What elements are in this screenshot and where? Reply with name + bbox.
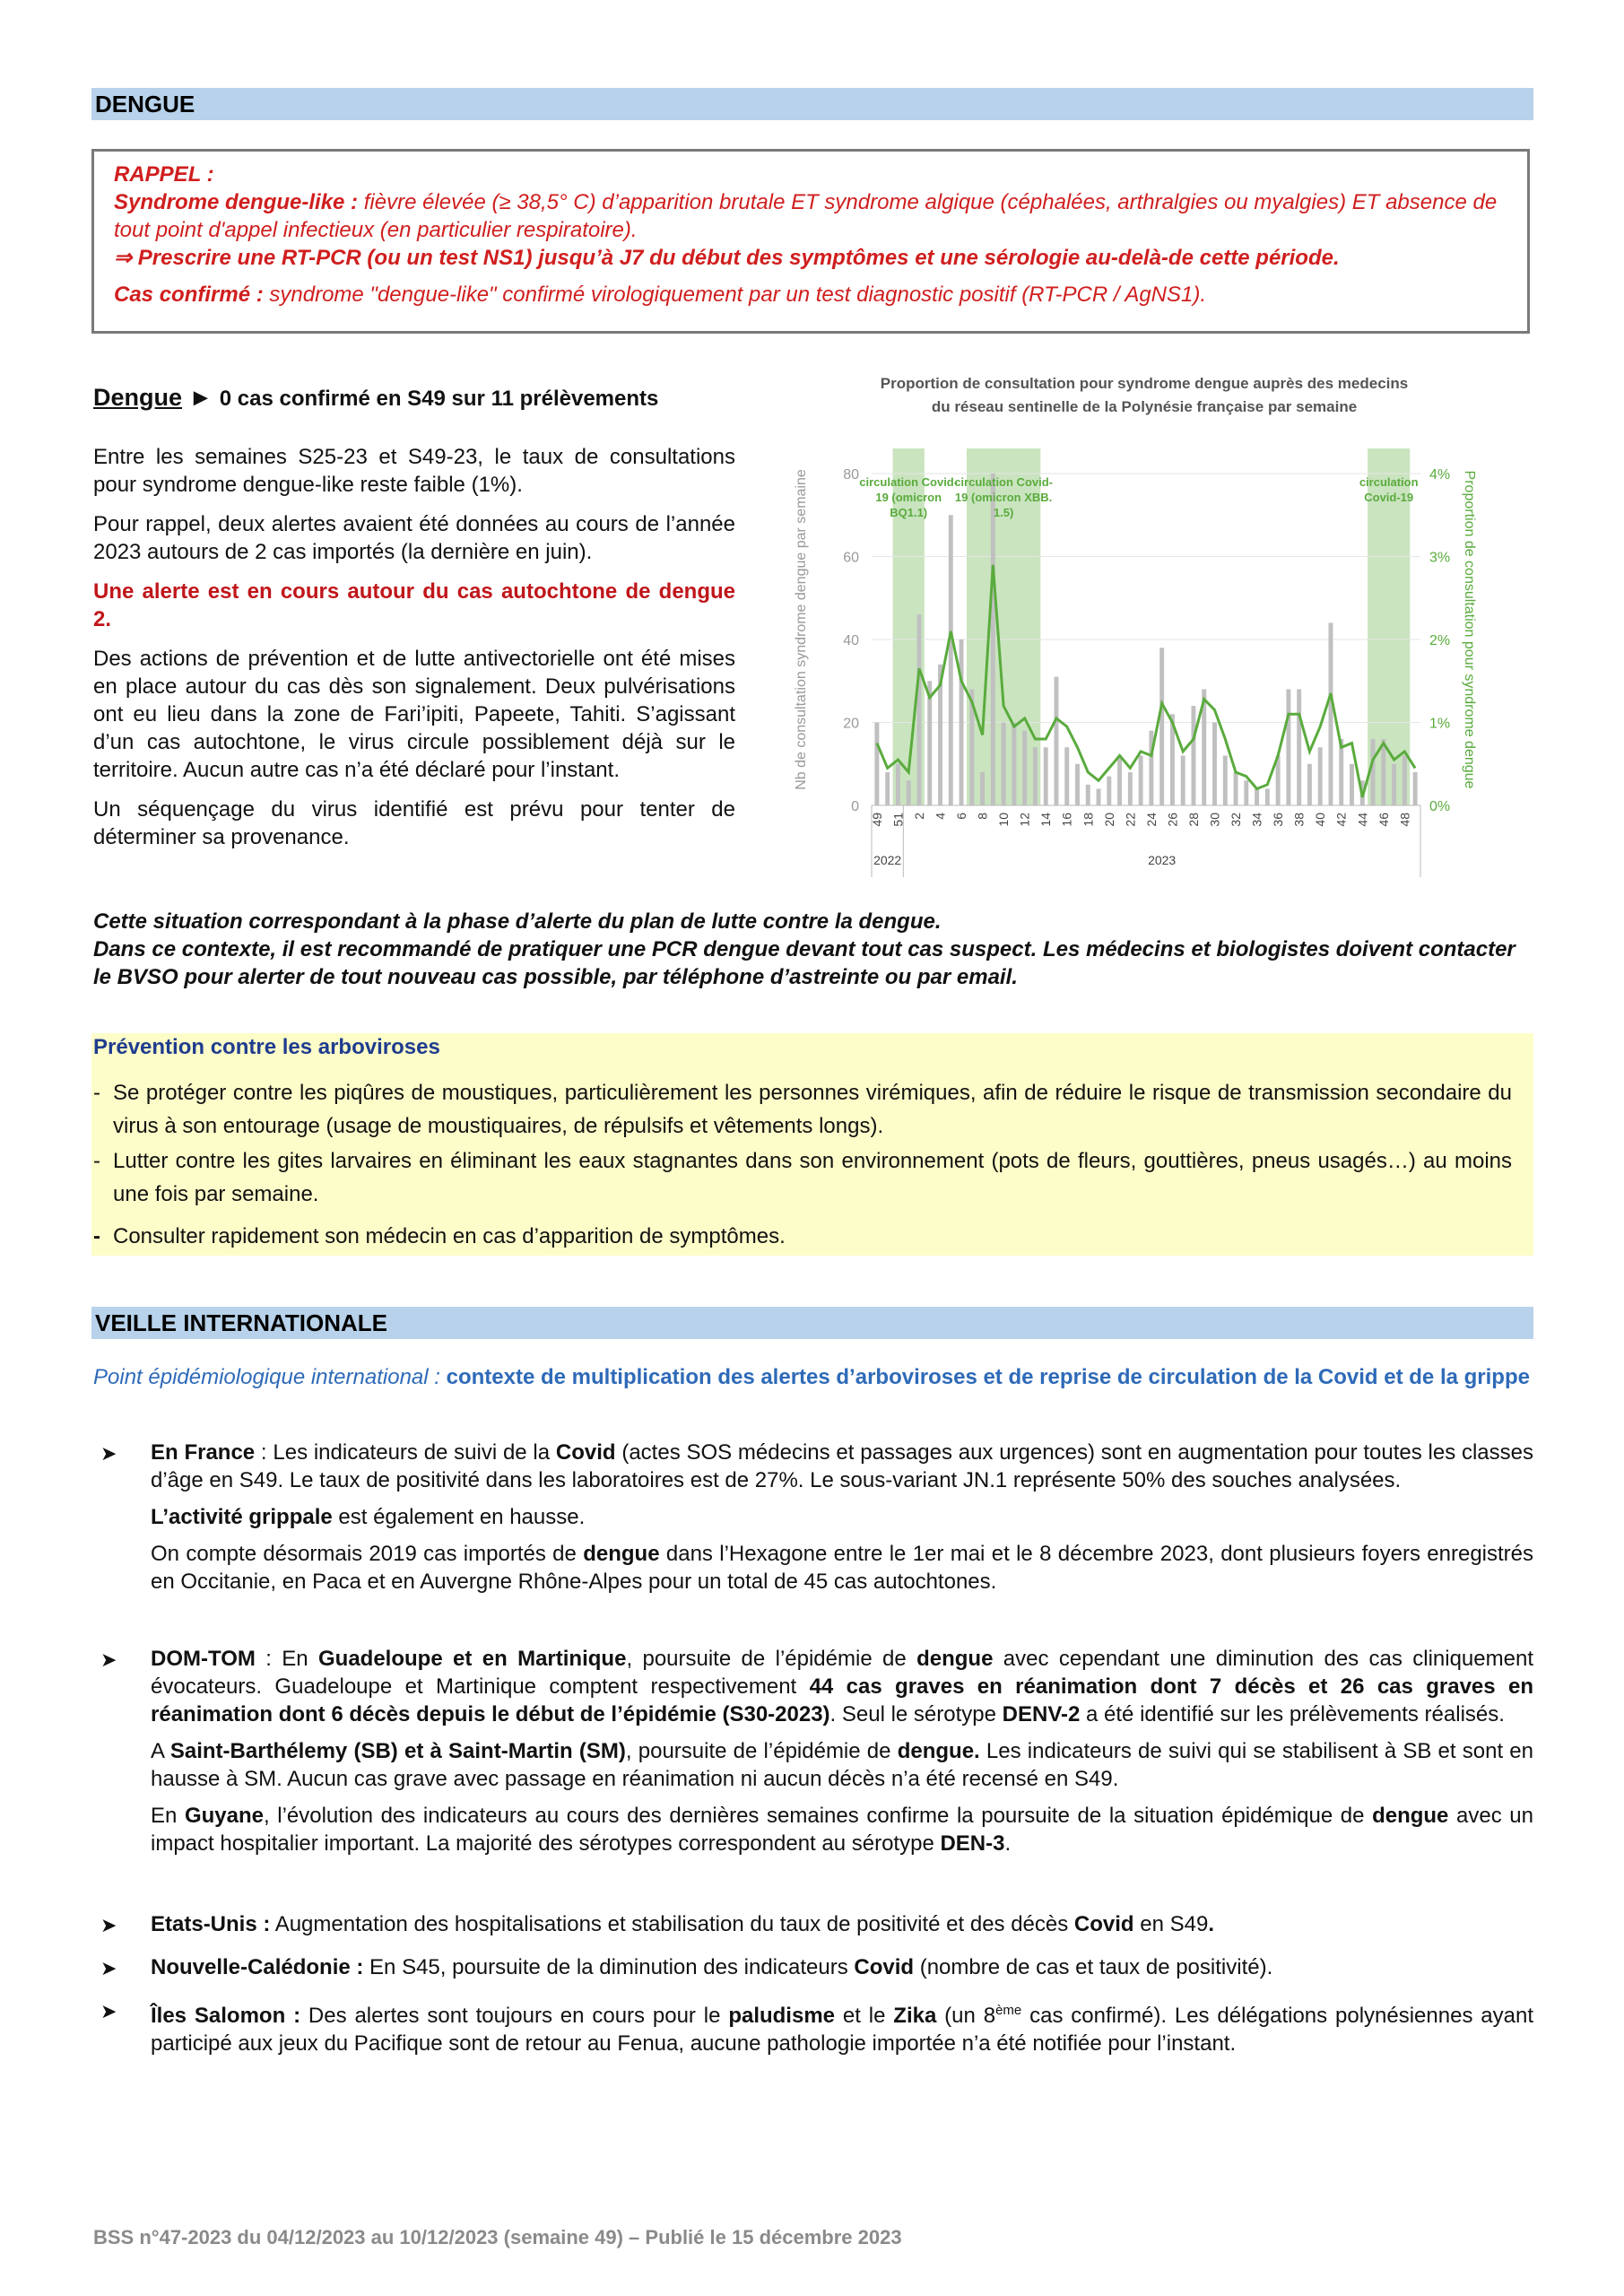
section-header-veille: VEILLE INTERNATIONALE xyxy=(91,1307,1533,1339)
rappel-definition: Syndrome dengue-like : fièvre élevée (≥ 38,5° C) d’apparition brutale ET syndrome algique (céphalées, arthralgies ou myalgies) ET absence de tout point d'appel infectieux (en particulier respiratoire). xyxy=(114,190,1498,242)
chart-xtick-label: 28 xyxy=(1185,813,1201,827)
chart-xtick-label: 32 xyxy=(1229,813,1244,827)
rappel-title: RAPPEL : xyxy=(114,162,214,187)
chart-xtick-label: 22 xyxy=(1123,813,1138,827)
paragraph-actions: Des actions de prévention et de lutte antivectorielle ont été mises en place autour du cas dès son signalement. Deux pulvérisations ont eu lieu dans la zone de Fari’ipiti, Papeete, Tahiti. S’agissant d’un cas autochtone, le virus circule possiblement déjà sur le territoire. Aucun autre cas n’a été déclaré pour l’instant. xyxy=(93,647,735,782)
intl-france: En France : Les indicateurs de suivi de la Covid (actes SOS médecins et passages aux urgences) sont en augmentation pour toutes les classes d’âge en S49. Le taux de positivité dans les laboratoires est de 27%. Le sous-variant JN.1 représente 50% des souches analysées. L’activité grippale est également en hausse. On compte désormais 2019 cas importés de dengue dans l’Hexagone entre le 1er mai et le 8 décembre 2023, dont plusieurs foyers enregistrés en Occitanie, en Paca et en Auvergne Rhône-Alpes pour un total de 45 cas autochtones. xyxy=(151,1440,1534,1594)
chart-bar xyxy=(1033,747,1038,805)
chart-bar xyxy=(1244,780,1248,805)
chart-bar xyxy=(1255,789,1259,806)
dengue-chart xyxy=(782,362,1542,891)
chart-bar xyxy=(896,764,900,805)
chart-bar xyxy=(907,780,911,805)
chart-xtick-label: 4 xyxy=(933,813,948,820)
chart-xtick-label: 26 xyxy=(1165,813,1180,827)
chart-bar xyxy=(1054,677,1058,805)
paragraph-sequencing: Un séquençage du virus identifié est prévu pour tenter de déterminer sa provenance. xyxy=(93,797,735,849)
chart-ylabel-left: Nb de consultation syndrome dengue par semaine xyxy=(794,469,809,790)
arrowhead-bullet-icon: ➤ xyxy=(100,1442,117,1465)
chart-bar xyxy=(949,515,953,805)
chart-ytick-right: 3% xyxy=(1429,550,1451,566)
chart-bar xyxy=(1181,756,1185,806)
chart-bar xyxy=(1128,772,1133,805)
intl-usa: Etats-Unis : Augmentation des hospitalisations et stabilisation du taux de positivité et des décès Covid en S49. xyxy=(151,1912,1214,1936)
chart-xtick-label: 18 xyxy=(1081,813,1096,827)
chart-xtick-label: 46 xyxy=(1376,813,1391,827)
chart-bar xyxy=(1381,739,1385,805)
rappel-confirmed-case: Cas confirmé : syndrome "dengue-like" confirmé virologiquement par un test diagnostic positif (RT-PCR / AgNS1). xyxy=(114,283,1207,307)
chart-xtick-label: 44 xyxy=(1355,813,1370,827)
dengue-summary-text: 0 cas confirmé en S49 sur 11 prélèvements xyxy=(219,387,659,411)
chart-bar xyxy=(1328,623,1333,806)
chart-ytick-left: 20 xyxy=(843,716,859,732)
chart-xtick-label: 12 xyxy=(1017,813,1032,827)
paragraph-previous-alerts: Pour rappel, deux alertes avaient été données au cours de l’année 2023 autours de 2 cas importés (la dernière en juin). xyxy=(93,512,735,564)
prevention-item: - Consulter rapidement son médecin en cas d’apparition de symptômes. xyxy=(93,1224,786,1248)
chart-ytick-left: 60 xyxy=(843,550,859,566)
chart-ytick-right: 0% xyxy=(1429,799,1451,814)
chart-title-line2: du réseau sentinelle de la Polynésie française par semaine xyxy=(931,398,1358,415)
chart-xtick-label: 49 xyxy=(869,813,884,827)
chart-xtick-label: 38 xyxy=(1291,813,1307,827)
chart-bar xyxy=(1286,690,1290,806)
chart-annotation: 1.5) xyxy=(993,506,1014,519)
prevention-title: Prévention contre les arboviroses xyxy=(93,1035,440,1059)
rappel-prescription: ⇒ Prescrire une RT-PCR (ou un test NS1) jusqu’à J7 du début des symptômes et une sérologie au-delà-de cette période. xyxy=(114,246,1340,270)
chart-annotation: circulation xyxy=(1359,475,1419,489)
arrowhead-bullet-icon: ➤ xyxy=(100,2000,117,2022)
chart-ytick-right: 4% xyxy=(1429,467,1451,483)
chart-bar xyxy=(960,639,964,805)
chart-bar xyxy=(1064,747,1069,805)
rappel-box xyxy=(91,149,1530,334)
chart-xtick-label: 20 xyxy=(1101,813,1116,827)
intl-title: Point épidémiologique international : contexte de multiplication des alertes d’arboviroses et de reprise de circulation de la Covid et de la grippe xyxy=(93,1365,1530,1389)
chart-xtick-label: 40 xyxy=(1313,813,1328,827)
chart-year-label: 2022 xyxy=(873,853,902,867)
chart-bar xyxy=(1139,756,1143,806)
chart-bar xyxy=(1191,706,1195,805)
dengue-paragraphs xyxy=(93,443,735,863)
chart-bar xyxy=(916,614,921,805)
chart-bar xyxy=(1223,756,1228,806)
chart-bar xyxy=(1012,723,1016,806)
chart-xtick-label: 2 xyxy=(911,813,926,820)
chart-annotation: circulation Covid- xyxy=(954,475,1054,489)
chart-bar xyxy=(1044,747,1048,805)
arrowhead-bullet-icon: ➤ xyxy=(100,1957,117,1979)
chart-ytick-left: 0 xyxy=(851,799,859,814)
chart-bar xyxy=(1297,690,1301,806)
chart-xtick-label: 30 xyxy=(1207,813,1222,827)
dengue-summary xyxy=(93,384,658,412)
chart-annotation: Covid-19 xyxy=(1364,491,1414,504)
chart-xtick-label: 42 xyxy=(1333,813,1349,827)
intl-domtom: DOM-TOM : En Guadeloupe et en Martinique, poursuite de l’épidémie de dengue avec cependant une diminution des cas cliniquement évocateurs. Guadeloupe et Martinique comptent respectivement 44 cas graves en réanimation dont 7 décès et 26 cas graves en réanimation dont 6 décès depuis le début de l’épidémie (S30-2023). Seul le sérotype DENV-2 a été identifié sur les prélèvements réalisés. A Saint-Barthélemy (SB) et à Saint-Martin (SM), poursuite de l’épidémie de dengue. Les indicateurs de suivi qui se stabilisent à SB et sont en hausse à SM. Aucun cas grave avec passage en réanimation ni aucun décès n’a été recensé en S49. En Guyane, l’évolution des indicateurs au cours des dernières semaines confirme la poursuite de la situation épidémique de dengue avec un impact hospitalier important. La majorité des sérotypes correspondent au sérotype DEN-3. xyxy=(151,1647,1534,1856)
chart-bar xyxy=(991,474,995,805)
alert-phase-line2: Dans ce contexte, il est recommandé de pratiquer une PCR dengue devant tout cas suspect. Les médecins et biologistes doivent contacter le BVSO pour alerter de tout nouveau cas possible, par téléphone d’astreinte ou par email. xyxy=(93,937,1515,989)
chart-bar xyxy=(980,772,985,805)
chart-bar xyxy=(1212,723,1217,806)
chart-bar xyxy=(1117,756,1122,806)
intl-new-caledonia: Nouvelle-Calédonie : En S45, poursuite de la diminution des indicateurs Covid (nombre de cas et taux de positivité). xyxy=(151,1955,1273,1979)
chart-bar xyxy=(1371,739,1376,805)
dengue-summary-label: Dengue xyxy=(93,384,183,411)
chart-ytick-right: 2% xyxy=(1429,633,1451,648)
prevention-item: - Lutter contre les gites larvaires en éliminant les eaux stagnantes dans son environnement (pots de fleurs, gouttières, pneus usagés…) au moins une fois par semaine. xyxy=(93,1149,1512,1206)
chart-ytick-left: 80 xyxy=(843,467,859,483)
chart-xtick-label: 14 xyxy=(1038,813,1054,827)
chart-annotation: BQ1.1) xyxy=(890,506,928,519)
footer: BSS n°47-2023 du 04/12/2023 au 10/12/2023 (semaine 49) – Publié le 15 décembre 2023 xyxy=(93,2226,902,2248)
chart-xtick-label: 34 xyxy=(1249,813,1264,827)
paragraph-current-alert: Une alerte est en cours autour du cas autochtone de dengue 2. xyxy=(93,579,735,631)
chart-xtick-label: 10 xyxy=(996,813,1012,827)
chart-bar xyxy=(1403,756,1407,806)
chart-bar xyxy=(1234,772,1238,805)
paragraph-consultation-rate: Entre les semaines S25-23 et S49-23, le taux de consultations pour syndrome dengue-like reste faible (1%). xyxy=(93,445,735,497)
alert-phase-line1: Cette situation correspondant à la phase d’alerte du plan de lutte contre la dengue. xyxy=(93,909,942,934)
chart-xtick-label: 51 xyxy=(890,813,906,827)
chart-bar xyxy=(1307,764,1312,805)
chart-series-line xyxy=(877,565,1415,797)
chart-xtick-label: 36 xyxy=(1271,813,1286,827)
chart-xtick-label: 16 xyxy=(1059,813,1074,827)
chart-bar xyxy=(874,723,879,806)
chart-bar xyxy=(1350,764,1354,805)
chart-ylabel-right: Proportion de consultation pour syndrome dengue xyxy=(1462,470,1477,789)
chart-bar xyxy=(1097,789,1101,806)
chart-ytick-left: 40 xyxy=(843,633,859,648)
chart-bar xyxy=(1265,789,1270,806)
chart-bar xyxy=(1107,777,1111,805)
chart-bar xyxy=(1392,764,1396,805)
chart-annotation: circulation Covid- xyxy=(859,475,959,489)
arrowhead-bullet-icon: ➤ xyxy=(100,1648,117,1671)
arrowhead-bullet-icon: ➤ xyxy=(100,1914,117,1936)
alert-phase-text xyxy=(93,908,1533,991)
chart-ytick-right: 1% xyxy=(1429,716,1451,732)
intl-solomon: Îles Salomon : Des alertes sont toujours en cours pour le paludisme et le Zika (un 8ème cas confirmé). Les délégations polynésiennes ayant participé aux jeux du Pacifique sont de retour au Fenua, aucune pathologie importée n’a été notifiée pour l’instant. xyxy=(151,2003,1534,2056)
chart-bar xyxy=(1002,723,1006,806)
chart-bar xyxy=(1318,747,1323,805)
section-header-dengue: DENGUE xyxy=(91,88,1533,120)
chart-xtick-label: 24 xyxy=(1143,813,1159,827)
chart-bar xyxy=(1339,739,1343,805)
chart-bar xyxy=(1086,785,1090,805)
chart-bar xyxy=(1159,648,1164,805)
chart-annotation: 19 (omicron XBB. xyxy=(954,491,1053,504)
chart-xtick-label: 6 xyxy=(954,813,969,820)
prevention-item: - Se protéger contre les piqûres de moustiques, particulièrement les personnes virémiques, afin de réduire le risque de transmission secondaire du virus à son entourage (usage de moustiquaires, de répulsifs et vêtements longs). xyxy=(93,1081,1512,1138)
chart-year-label: 2023 xyxy=(1148,853,1177,867)
chart-bar xyxy=(885,772,890,805)
arrow-right-icon: ► xyxy=(182,384,220,411)
chart-title-line1: Proportion de consultation pour syndrome dengue auprès des medecins xyxy=(880,375,1409,392)
chart-bar xyxy=(1413,772,1418,805)
chart-bar xyxy=(1022,731,1027,805)
chart-xtick-label: 48 xyxy=(1397,813,1412,827)
chart-annotation: 19 (omicron xyxy=(875,491,942,504)
chart-xtick-label: 8 xyxy=(975,813,990,820)
chart-bar xyxy=(1075,764,1080,805)
